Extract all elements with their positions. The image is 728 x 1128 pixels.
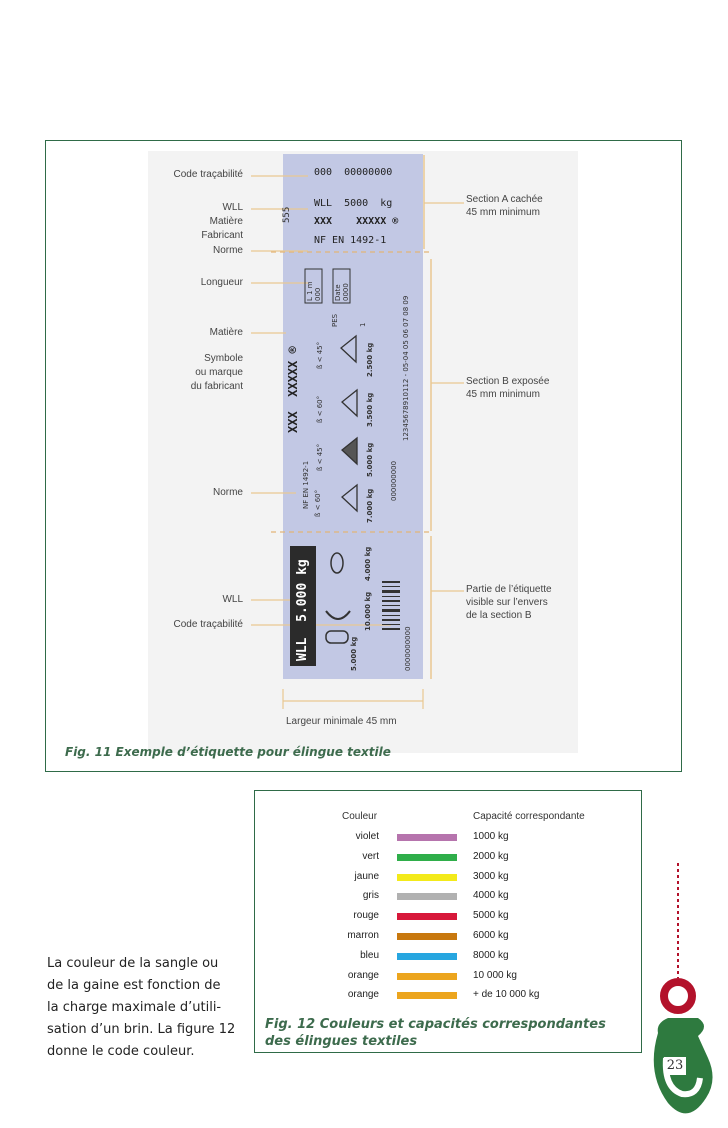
label-matiere-2: Matière: [209, 327, 243, 338]
tag-angle-4: ß < 60°: [314, 489, 322, 517]
label-partie-line2: visible sur l’envers: [466, 597, 548, 608]
tag-pes: PES: [331, 313, 339, 327]
color-name-3: gris: [362, 890, 379, 902]
capacity-value-7: 10 000 kg: [473, 969, 517, 981]
page-number: 23: [664, 1057, 686, 1075]
tag-date-val: 0000: [342, 283, 350, 301]
body-line-3: la charge maximale d’utili-: [47, 1000, 222, 1015]
body-line-4: sation d’un brin. La figure 12: [47, 1022, 236, 1037]
tag-angle-1: ß < 45°: [316, 341, 324, 369]
label-partie-line1: Partie de l’étiquette: [466, 584, 552, 595]
tag-value-3: 5.000 kg: [366, 442, 374, 477]
label-wll-2: WLL: [222, 594, 243, 605]
tag-value-4: 7.000 kg: [366, 488, 374, 523]
tag-length-box: L 1 m: [306, 281, 314, 301]
label-norme-1: Norme: [212, 245, 243, 256]
tag-angle-3: ß < 45°: [316, 443, 324, 471]
body-line-2: de la gaine est fonction de: [47, 978, 221, 993]
figure-12-caption: [265, 1016, 606, 1050]
tag-serial: 12345678910112 - 05-04 05 06 07 08 09: [402, 295, 410, 441]
color-name-7: orange: [347, 969, 379, 981]
figure-12-caption-line1: Fig. 12 Couleurs et capacités correspondantes: [265, 1017, 606, 1032]
label-longueur: Longueur: [200, 277, 243, 288]
tag-norme: NF EN 1492-1: [314, 235, 387, 246]
header-capacite: Capacité correspondante: [473, 811, 585, 822]
tag-zeros: 000000000: [390, 460, 398, 501]
capacity-value-0: 1000 kg: [473, 831, 509, 842]
tag-value-7: 5.000 kg: [350, 636, 358, 671]
tag-value-2: 3.500 kg: [366, 392, 374, 427]
tag-length-val: 000: [314, 287, 322, 301]
figure-12-caption-line2: des élingues textiles: [265, 1034, 418, 1049]
body-line-1: La couleur de la sangle ou: [47, 956, 219, 971]
label-symbole-line3: du fabricant: [190, 381, 243, 392]
header-couleur: Couleur: [342, 811, 378, 822]
color-swatch-2: [397, 874, 457, 881]
tag-matiere: XXX XXXXX ®: [314, 216, 399, 227]
tag-vertical-maker: XXX XXXXX ®: [286, 346, 300, 433]
tag-wll-big: WLL 5.000 kg: [295, 559, 310, 661]
label-section-a: [466, 193, 543, 219]
body-paragraph: [47, 953, 239, 1063]
tag-value-6: 10.000 kg: [364, 591, 372, 631]
capacity-value-1: 2000 kg: [473, 850, 509, 862]
color-swatch-7: [397, 973, 457, 980]
color-name-0: violet: [355, 831, 379, 842]
label-partie-line3: de la section B: [466, 610, 532, 621]
label-section-b-line2: 45 mm minimum: [466, 389, 540, 400]
label-section-a-line2: 45 mm minimum: [466, 207, 540, 218]
label-symbole-line1: Symbole: [204, 353, 243, 364]
label-wll-1: WLL: [222, 202, 243, 213]
color-name-1: vert: [362, 850, 379, 862]
label-largeur-minimale: Largeur minimale 45 mm: [286, 716, 397, 727]
label-section-a-line1: Section A cachée: [466, 194, 543, 205]
tag-value-1: 2.500 kg: [366, 342, 374, 377]
color-name-4: rouge: [353, 910, 379, 922]
tag-barcode-number: 0000000000: [404, 626, 412, 671]
color-swatch-4: [397, 913, 457, 920]
label-section-b: [466, 375, 549, 401]
body-line-5: donne le code couleur.: [47, 1044, 195, 1059]
color-name-6: bleu: [360, 949, 379, 961]
tag-side-code: 555: [282, 206, 292, 223]
label-norme-2: Norme: [212, 487, 243, 498]
figure-11-caption: Fig. 11 Exemple d’étiquette pour élingue textile: [65, 745, 391, 759]
label-fabricant: Fabricant: [201, 230, 243, 241]
crane-hook-icon: [648, 858, 718, 1128]
color-swatch-6: [397, 953, 457, 960]
color-swatch-1: [397, 854, 457, 861]
color-swatch-3: [397, 893, 457, 900]
tag-date-box: Date: [334, 284, 342, 301]
color-name-5: marron: [347, 930, 379, 941]
label-section-b-line1: Section B exposée: [466, 376, 550, 387]
color-name-8: orange: [347, 989, 379, 1001]
color-swatch-8: [397, 992, 457, 999]
color-swatch-0: [397, 834, 457, 841]
figure-12-frame: [254, 790, 642, 1053]
label-partie-visible: [466, 583, 552, 622]
tag-wll: WLL 5000 kg: [314, 198, 393, 209]
capacity-value-4: 5000 kg: [473, 910, 509, 922]
tag-norme-vertical: NF EN 1492-1: [302, 460, 310, 509]
tag-angle-2: ß < 60°: [316, 395, 324, 423]
label-code-tracabilite-1: Code traçabilité: [173, 169, 243, 180]
capacity-value-6: 8000 kg: [473, 949, 509, 961]
tag-value-5: 4.000 kg: [364, 546, 372, 581]
label-code-tracabilite-2: Code traçabilité: [173, 619, 243, 630]
tag-one: 1: [359, 322, 367, 327]
color-name-2: jaune: [354, 870, 379, 882]
label-symbole-line2: ou marque: [195, 367, 243, 378]
capacity-value-2: 3000 kg: [473, 870, 509, 882]
capacity-value-8: + de 10 000 kg: [473, 989, 540, 1001]
color-swatch-5: [397, 933, 457, 940]
label-matiere-1: Matière: [209, 216, 243, 227]
tag-code: 000 00000000: [314, 167, 393, 178]
figure-11-frame: [45, 140, 682, 772]
capacity-value-3: 4000 kg: [473, 890, 509, 902]
capacity-value-5: 6000 kg: [473, 930, 509, 941]
